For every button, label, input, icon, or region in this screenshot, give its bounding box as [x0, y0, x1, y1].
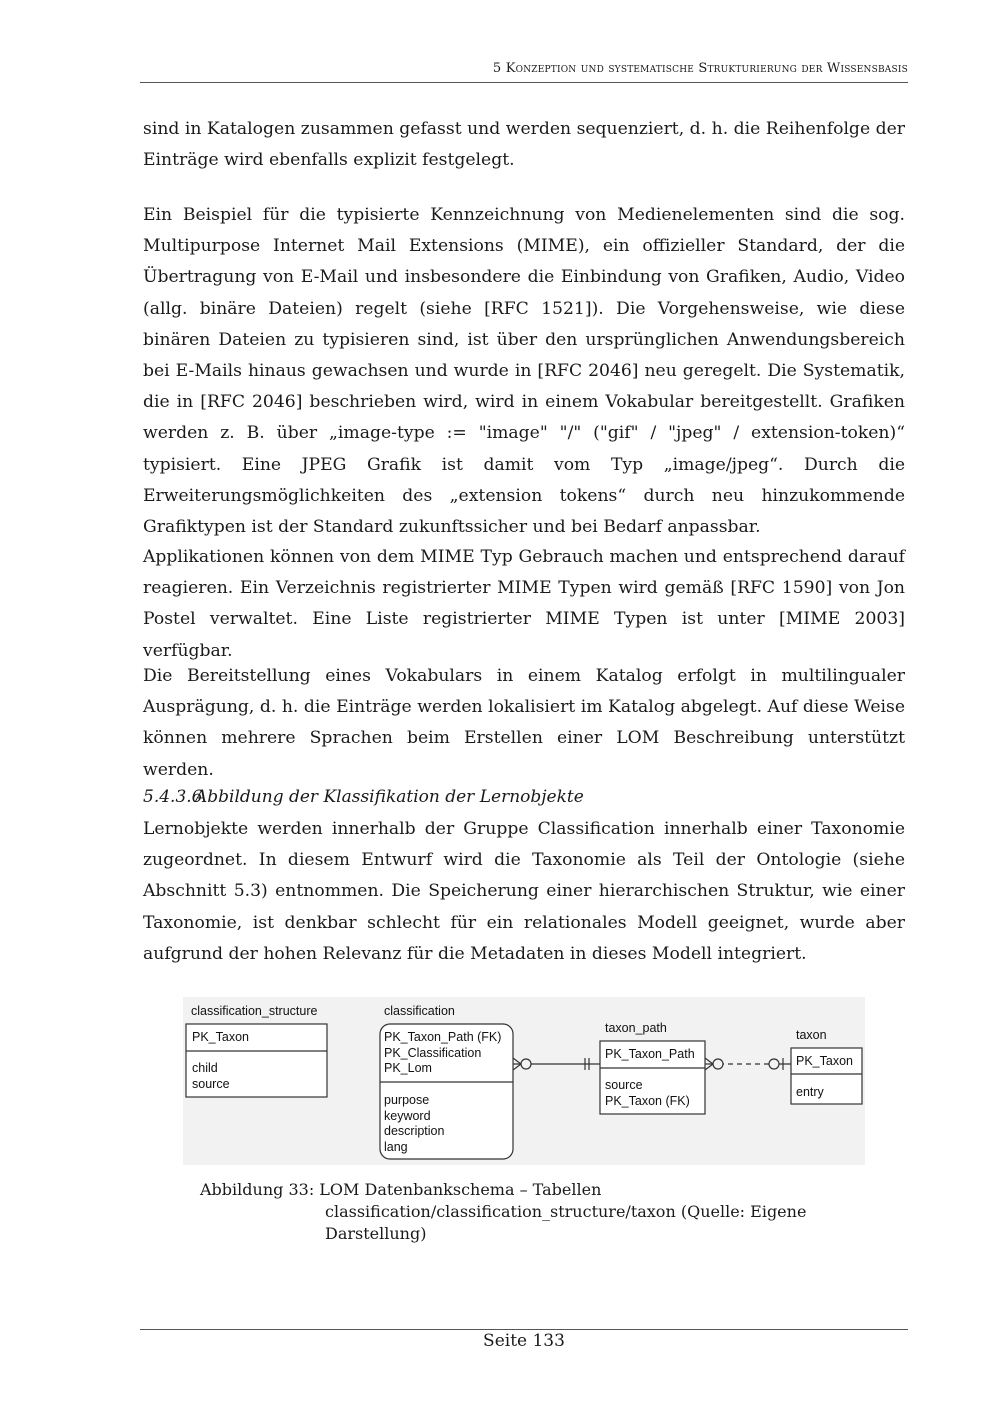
erd-diagram [183, 997, 865, 1165]
section-title: Abbildung der Klassifikation der Lernobjekte [195, 787, 584, 807]
table-taxon-path [600, 1021, 705, 1114]
attr-field: lang [384, 1140, 408, 1154]
relationship-classification-taxon-path [513, 1058, 600, 1070]
attr-field: keyword [384, 1109, 431, 1123]
page-number: Seite 133 [483, 1331, 565, 1351]
table-classification-structure [186, 1004, 327, 1097]
attr-field: PK_Taxon (FK) [605, 1094, 690, 1108]
table-classification [380, 1004, 513, 1159]
paragraph-3: Applikationen können von dem MIME Typ Gebrauch machen und entsprechend darauf reagieren. Ein Verzeichnis registrierter MIME Typen wird gemäß [RFC 1590] von Jon Postel verwaltet. Eine Liste registrierter MIME Typen ist unter [MIME 2003] verfügbar. [143, 547, 905, 661]
table-title: taxon_path [605, 1021, 667, 1035]
key-field: PK_Taxon_Path (FK) [384, 1030, 502, 1044]
attr-field: purpose [384, 1093, 430, 1107]
relationship-taxon-path-taxon [705, 1058, 791, 1070]
paragraph-5: Lernobjekte werden innerhalb der Gruppe Classification innerhalb einer Taxonomie zugeordnet. In diesem Entwurf wird die Taxonomie als Teil der Ontologie (siehe Abschnitt 5.3) entnommen. Die Speicherung einer hierarchischen Struktur, wie einer Taxonomie, ist denkbar schlecht für ein relationales Modell geeignet, wurde aber aufgrund der hohen Relevanz für die Metadaten in dieses Modell integriert. [143, 819, 905, 964]
running-header [140, 61, 908, 76]
key-field: PK_Lom [384, 1061, 432, 1075]
footer-divider [140, 1329, 908, 1330]
attr-field: source [192, 1077, 230, 1091]
key-field: PK_Taxon_Path [605, 1047, 695, 1061]
attr-field: description [384, 1124, 445, 1138]
figure-caption [200, 1179, 880, 1245]
key-field: PK_Taxon [796, 1054, 853, 1068]
section-number: 5.4.3.6 [143, 787, 203, 807]
table-taxon [791, 1028, 862, 1104]
table-title: classification_structure [191, 1004, 318, 1018]
chapter-title: 5 Konzeption und systematische Strukturierung der Wissensbasis [492, 61, 908, 76]
attr-field: child [192, 1061, 218, 1075]
paragraph-1: sind in Katalogen zusammen gefasst und werden sequenziert, d. h. die Reihenfolge der Einträge wird ebenfalls explizit festgelegt. [143, 119, 905, 171]
caption-line-1: Abbildung 33: LOM Datenbankschema – Tabellen [200, 1180, 602, 1199]
paragraph-2: Ein Beispiel für die typisierte Kennzeichnung von Medienelementen sind die sog. Multipurpose Internet Mail Extensions (MIME), ein offizieller Standard, der die Übertragung von E-Mail und insbesondere die Einbindung von Grafiken, Audio, Video (allg. binäre Dateien) regelt (siehe [RFC 1521]). Die Vorgehensweise, wie diese binären Dateien zu typisieren sind, ist über den ursprünglichen Anwendungsbereich bei E-Mails hinaus gewachsen und wurde in [RFC 2046] neu geregelt. Die Systematik, die in [RFC 2046] beschrieben wird, wird in einem Vokabular bereitgestellt. Grafiken werden z. B. über „image-type := "image" "/" ("gif" / "jpeg" / extension-token)“ typisiert. Eine JPEG Grafik ist damit vom Typ „image/jpeg“. Durch die Erweiterungsmöglichkeiten des „extension tokens“ durch neu hinzukommende Grafiktypen ist der Standard zukunftssicher und bei Bedarf anpassbar. [143, 205, 905, 538]
attr-field: source [605, 1078, 643, 1092]
table-title: classification [384, 1004, 455, 1018]
table-title: taxon [796, 1028, 827, 1042]
attr-field: entry [796, 1085, 824, 1099]
header-divider [140, 82, 908, 83]
paragraph-4: Die Bereitstellung eines Vokabulars in einem Katalog erfolgt in multilingualer Ausprägung, d. h. die Einträge werden lokalisiert im Katalog abgelegt. Auf diese Weise können mehrere Sprachen beim Erstellen einer LOM Beschreibung unterstützt werden. [143, 666, 905, 780]
section-heading [143, 783, 905, 811]
key-field: PK_Taxon [192, 1030, 249, 1044]
key-field: PK_Classification [384, 1046, 482, 1060]
caption-line-2: classification/classification_structure/taxon (Quelle: Eigene Darstellung) [325, 1202, 807, 1243]
